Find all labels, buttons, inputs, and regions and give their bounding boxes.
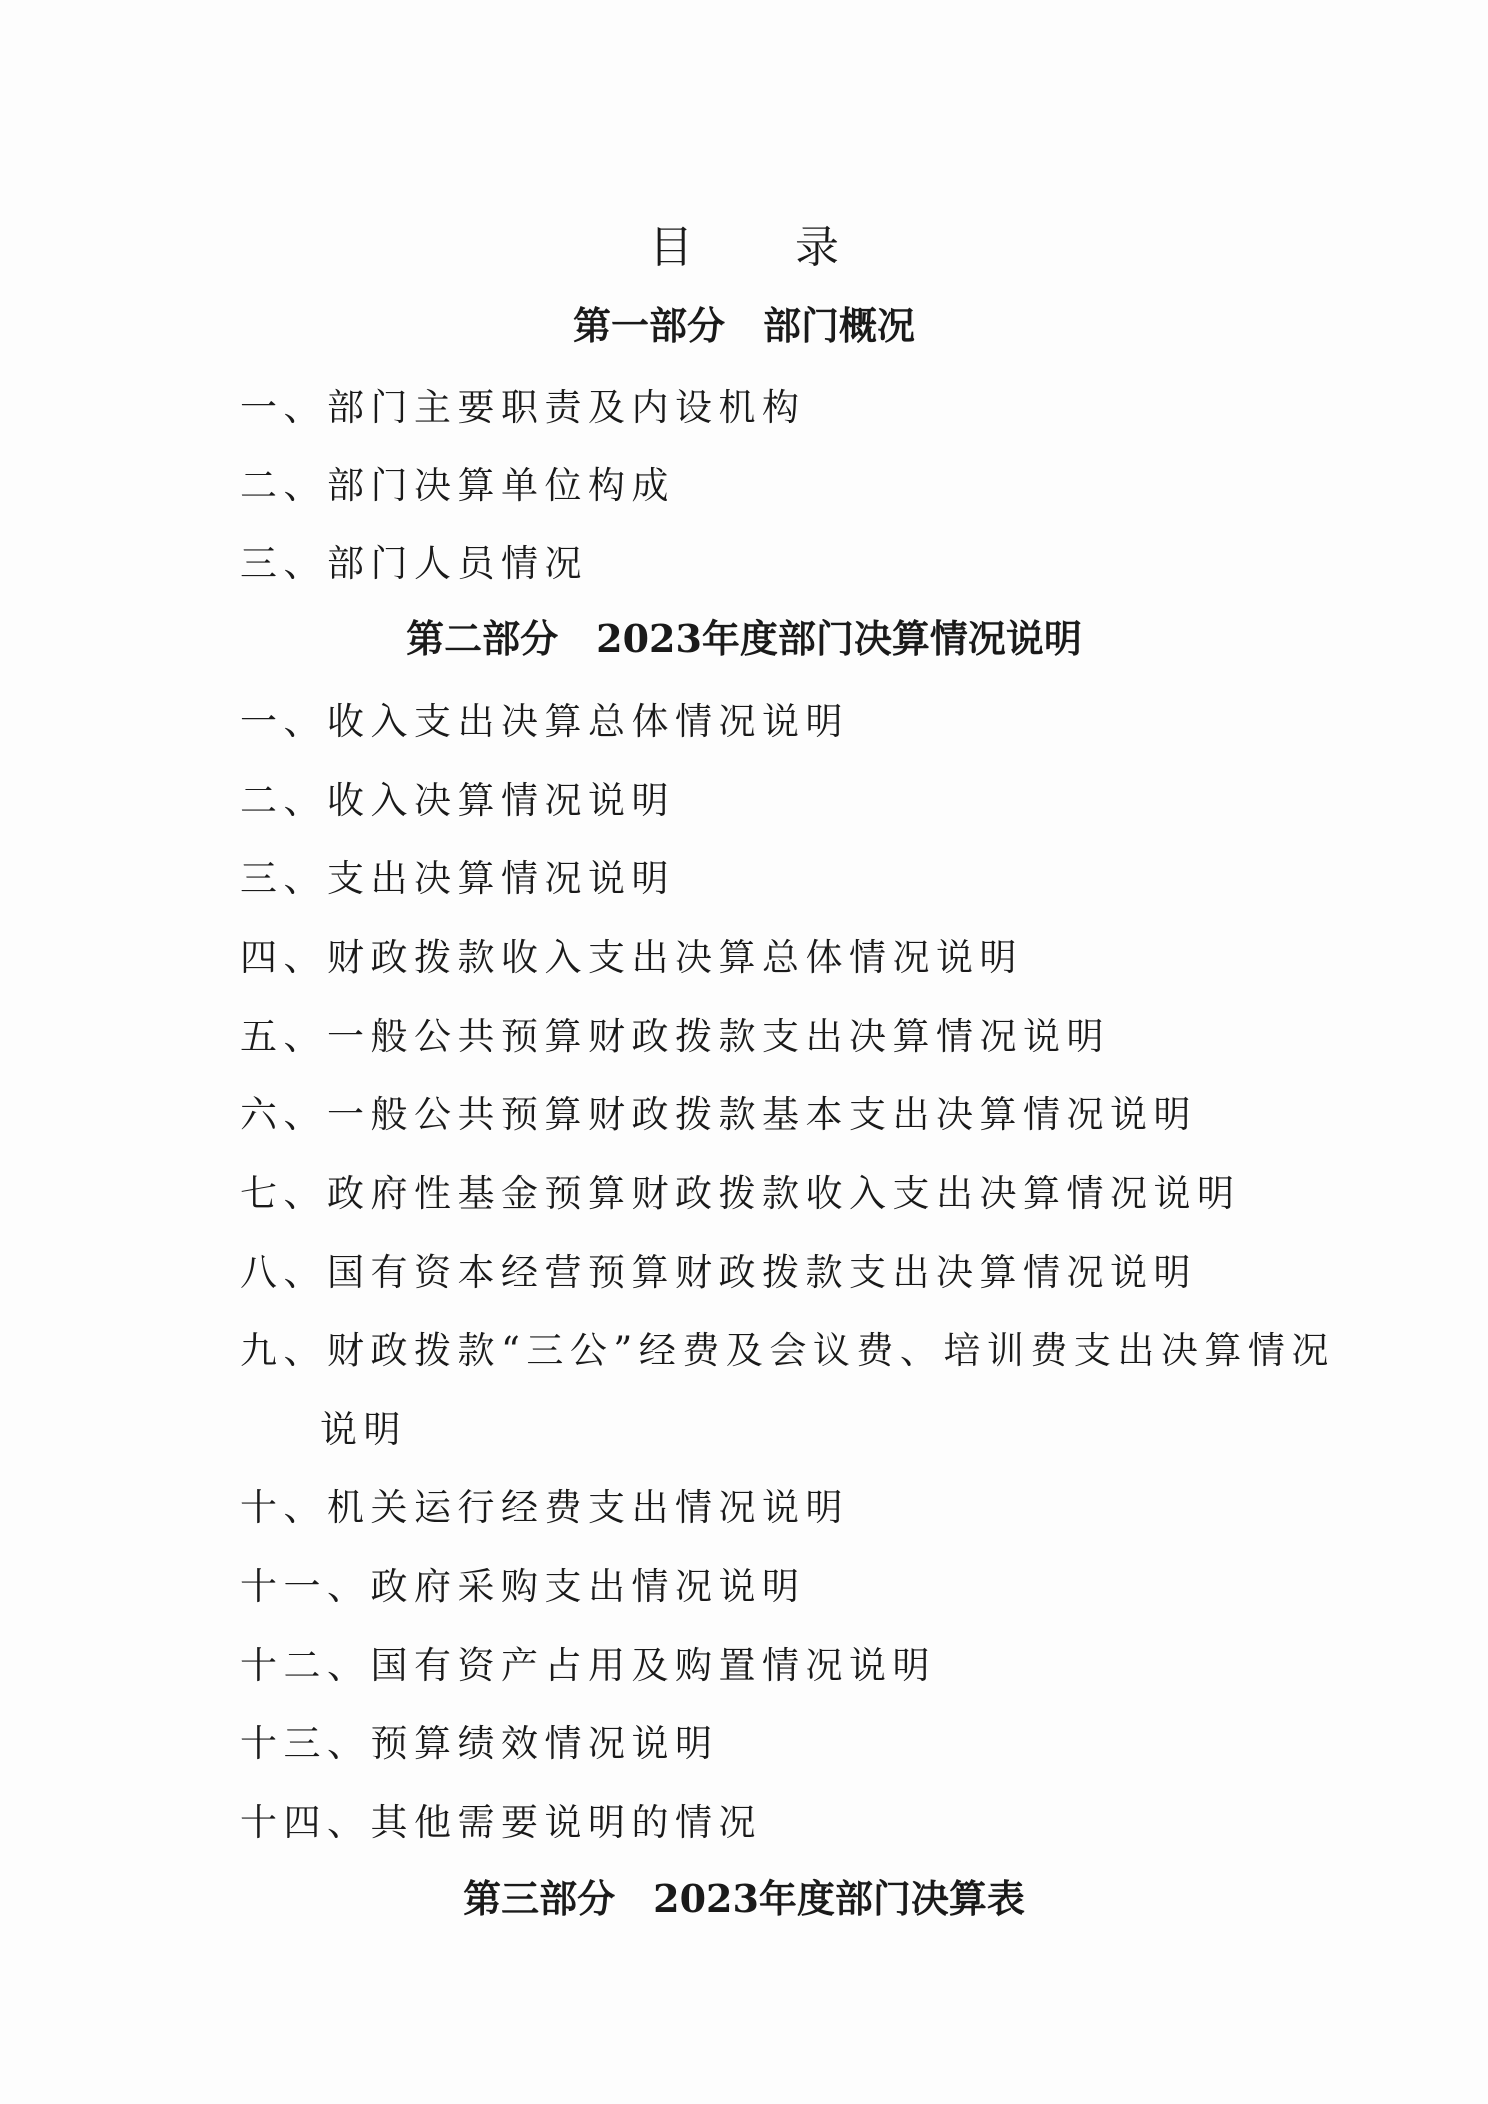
part3-heading (0, 1873, 1488, 1925)
toc-item: 一、收入支出决算总体情况说明 (240, 700, 849, 743)
toc-item: 五、一般公共预算财政拨款支出决算情况说明 (240, 1015, 1110, 1058)
toc-item: 六、一般公共预算财政拨款基本支出决算情况说明 (240, 1093, 1197, 1136)
toc-item: 七、政府性基金预算财政拨款收入支出决算情况说明 (240, 1172, 1241, 1215)
part3-label: 第三部分 (463, 1876, 616, 1921)
part1-name: 部门概况 (763, 303, 916, 348)
part3-name: 2023年度部门决算表 (653, 1876, 1025, 1921)
toc-item: 四、财政拨款收入支出决算总体情况说明 (240, 936, 1023, 979)
part2-name: 2023年度部门决算情况说明 (596, 616, 1082, 661)
toc-item: 十二、国有资产占用及购置情况说明 (240, 1644, 936, 1687)
toc-item: 二、部门决算单位构成 (240, 464, 675, 507)
toc-item: 十四、其他需要说明的情况 (240, 1801, 762, 1844)
toc-item: 八、国有资本经营预算财政拨款支出决算情况说明 (240, 1251, 1197, 1294)
toc-item-continuation: 说明 (320, 1408, 407, 1451)
part2-heading (0, 613, 1488, 665)
toc-item: 十一、政府采购支出情况说明 (240, 1565, 806, 1608)
toc-item: 三、部门人员情况 (240, 542, 588, 585)
toc-item: 一、部门主要职责及内设机构 (240, 386, 806, 429)
toc-title: 目 录 (649, 222, 883, 273)
toc-item: 二、收入决算情况说明 (240, 779, 675, 822)
toc-item: 十三、预算绩效情况说明 (240, 1722, 719, 1765)
part2-label: 第二部分 (406, 616, 559, 661)
toc-item: 九、财政拨款“三公”经费及会议费、培训费支出决算情况 (240, 1329, 1335, 1372)
toc-item: 三、支出决算情况说明 (240, 857, 675, 900)
part1-heading (0, 300, 1488, 352)
toc-item: 十、机关运行经费支出情况说明 (240, 1486, 849, 1529)
part1-label: 第一部分 (572, 303, 725, 348)
